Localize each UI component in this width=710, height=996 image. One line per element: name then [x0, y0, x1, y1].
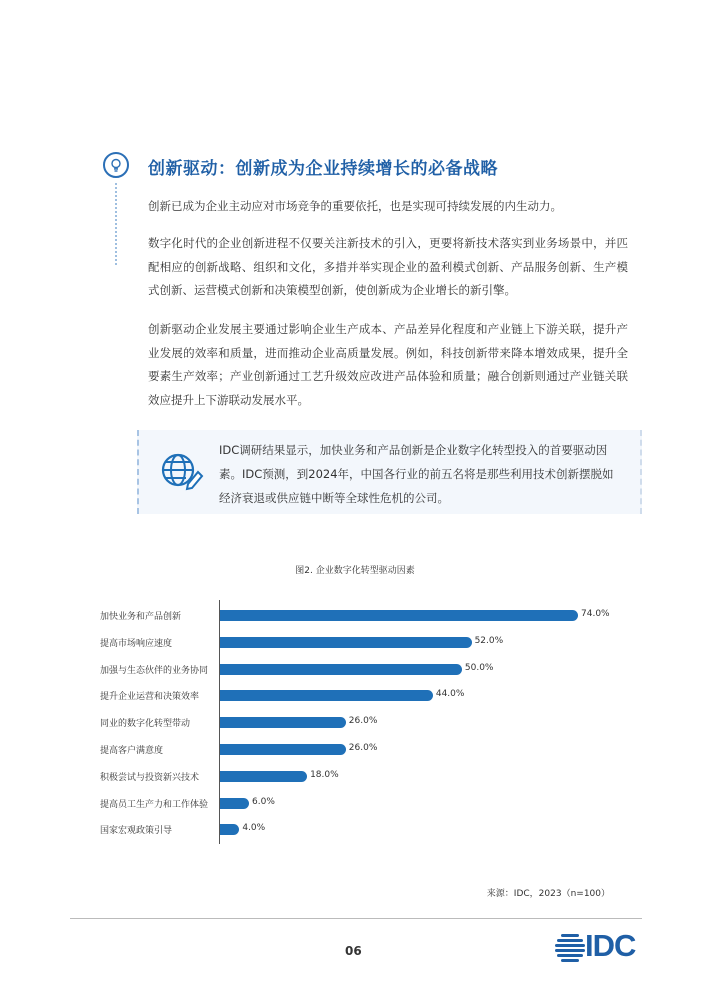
- bar: [220, 664, 462, 675]
- paragraph-2: 数字化时代的企业创新进程不仅要关注新技术的引入，更要将新技术落实到业务场景中，并匹配相应的创新战略、组织和文化，多措并举实现企业的盈利模式创新、产品服务创新、生产模式创新、运营模式创新和决策模型创新，使创新成为企业增长的新引擎。: [148, 236, 628, 297]
- bar: [220, 744, 346, 755]
- footer-divider: [70, 918, 642, 919]
- bar-label: 提高员工生产力和工作体验: [100, 800, 209, 810]
- bar-label: 同业的数字化转型带动: [100, 719, 191, 729]
- bar-label: 提高市场响应速度: [100, 639, 173, 649]
- bar: [220, 610, 578, 621]
- bar: [220, 798, 249, 809]
- bar: [220, 717, 346, 728]
- idc-logo: [555, 928, 645, 966]
- idc-logo-mark-icon: [555, 934, 585, 962]
- bar-label: 提高客户满意度: [100, 746, 164, 756]
- bar: [220, 824, 239, 835]
- bar-value-label: 18.0%: [310, 770, 339, 780]
- paragraph-1: 创新已成为企业主动应对市场竞争的重要依托，也是实现可持续发展的内生动力。: [148, 199, 562, 213]
- globe-pencil-icon: [158, 448, 204, 494]
- section-title: 创新驱动：创新成为企业持续增长的必备战略: [148, 159, 498, 179]
- chart-source: 来源：IDC，2023（n=100）: [486, 889, 610, 899]
- page-number: 06: [345, 944, 362, 958]
- figure-title: 图2. 企业数字化转型驱动因素: [295, 566, 415, 576]
- bar-value-label: 50.0%: [464, 663, 494, 673]
- idc-logo-text: IDC: [585, 928, 636, 963]
- bar-value-label: 26.0%: [348, 743, 378, 753]
- bar-label: 提升企业运营和决策效率: [100, 692, 200, 702]
- bar-value-label: 44.0%: [435, 689, 465, 699]
- callout-box: [137, 430, 642, 514]
- section-divider-line: [115, 183, 117, 265]
- bar-value-label: 6.0%: [252, 797, 275, 807]
- lightbulb-icon: [103, 152, 129, 178]
- bar-value-label: 4.0%: [242, 823, 266, 833]
- bar-value-label: 52.0%: [474, 636, 504, 646]
- bar-label: 加快业务和产品创新: [100, 612, 182, 622]
- bar-label: 国家宏观政策引导: [100, 826, 173, 836]
- bar: [220, 771, 307, 782]
- paragraph-3: 创新驱动企业发展主要通过影响企业生产成本、产品差异化程度和产业链上下游关联，提升产业发展的效率和质量，进而推动企业高质量发展。例如，科技创新带来降本增效成果，提升全要素生产效率；产业创新通过工艺升级效应改进产品体验和质量；融合创新则通过产业链关联效应提升上下游联动发展水平。: [148, 322, 628, 407]
- callout-text: IDC调研结果显示，加快业务和产品创新是企业数字化转型投入的首要驱动因素。IDC预测，到2024年，中国各行业的前五名将是那些利用技术创新摆脱如经济衰退或供应链中断等全球性危机的公司。: [219, 443, 614, 505]
- bar-label: 加强与生态伙伴的业务协同: [100, 666, 209, 676]
- bar: [220, 690, 433, 701]
- bar-label: 积极尝试与投资新兴技术: [100, 773, 200, 783]
- bar-value-label: 74.0%: [581, 609, 610, 619]
- bar: [220, 637, 472, 648]
- bar-value-label: 26.0%: [348, 716, 378, 726]
